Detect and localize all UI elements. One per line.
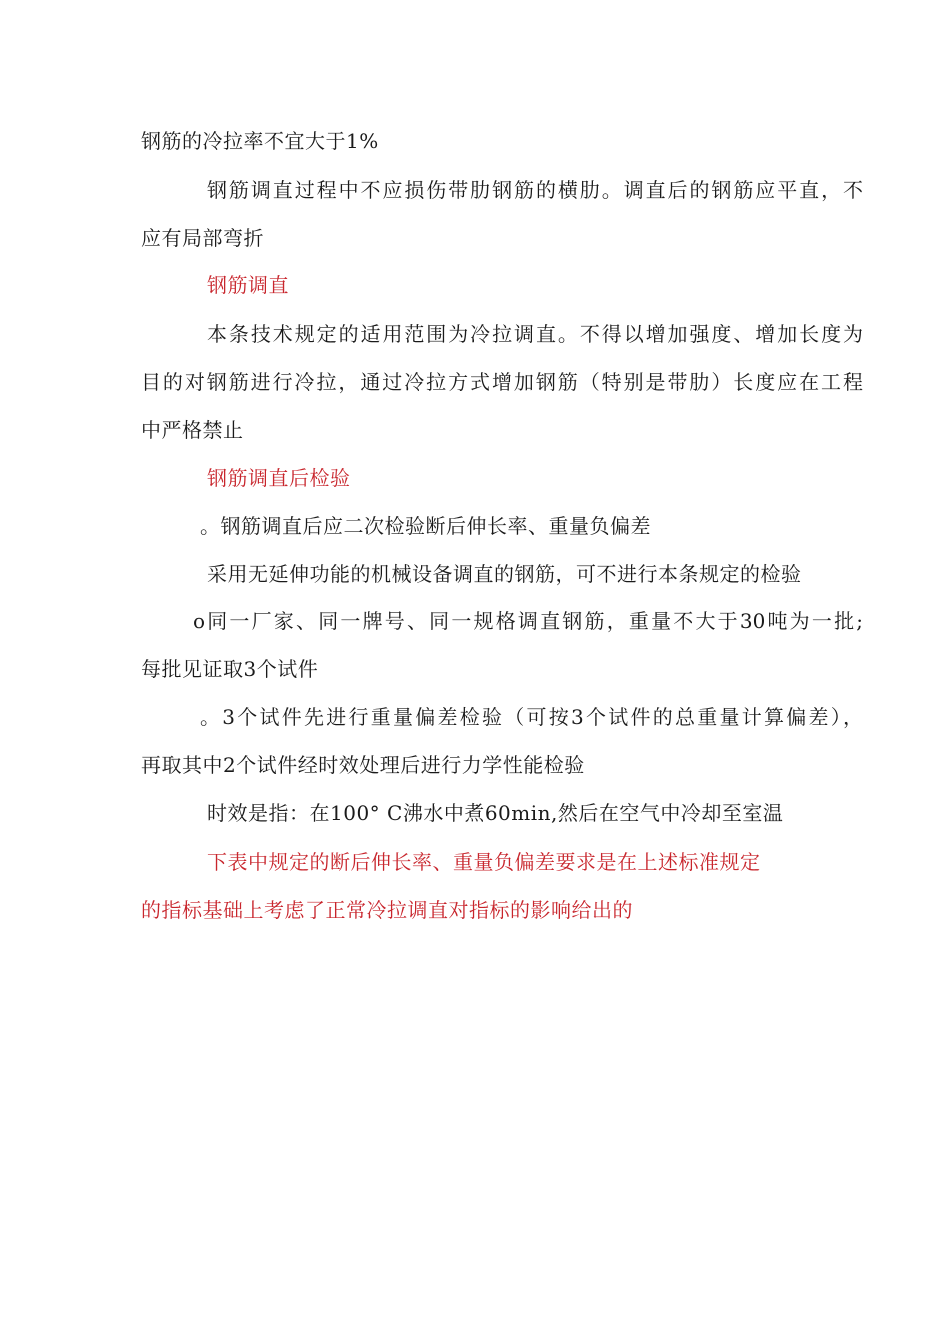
text-line-straightening-para-1: 钢筋调直过程中不应损伤带肋钢筋的横肋。调直后的钢筋应平直，不 <box>207 178 863 202</box>
text-line-weight-deviation-2: 再取其中2个试件经时效处理后进行力学性能检验 <box>141 753 585 777</box>
bullet-line-second-inspection: 。钢筋调直后应二次检验断后伸长率、重量负偏差 <box>200 514 651 538</box>
text-line-scope-para-3: 中严格禁止 <box>141 418 244 442</box>
text-line-aging-definition: 时效是指：在100° C沸水中煮60min,然后在空气中冷却至室温 <box>207 801 784 825</box>
text-line-cold-stretch-rate: 钢筋的冷拉率不宜大于1% <box>141 129 379 153</box>
text-line-scope-para-2: 目的对钢筋进行冷拉，通过冷拉方式增加钢筋（特别是带肋）长度应在工程 <box>141 370 863 394</box>
text-line-straightening-para-2: 应有局部弯折 <box>141 226 264 250</box>
bullet-line-weight-deviation-1: 。3个试件先进行重量偏差检验（可按3个试件的总重量计算偏差）， <box>200 705 863 729</box>
text-line-batch-rule-2: 每批见证取3个试件 <box>141 657 319 681</box>
section-heading-straightening: 钢筋调直 <box>207 273 289 297</box>
section-heading-inspection: 钢筋调直后检验 <box>207 466 351 490</box>
bullet-line-batch-rule-1: o同一厂家、同一牌号、同一规格调直钢筋，重量不大于30吨为一批; <box>193 609 863 633</box>
note-line-table-requirements-2: 的指标基础上考虑了正常冷拉调直对指标的影响给出的 <box>141 898 633 922</box>
text-line-scope-para-1: 本条技术规定的适用范围为冷拉调直。不得以增加强度、增加长度为 <box>207 322 863 346</box>
note-line-table-requirements-1: 下表中规定的断后伸长率、重量负偏差要求是在上述标准规定 <box>207 850 761 874</box>
text-line-no-extension-equipment: 采用无延伸功能的机械设备调直的钢筋，可不进行本条规定的检验 <box>207 562 802 586</box>
